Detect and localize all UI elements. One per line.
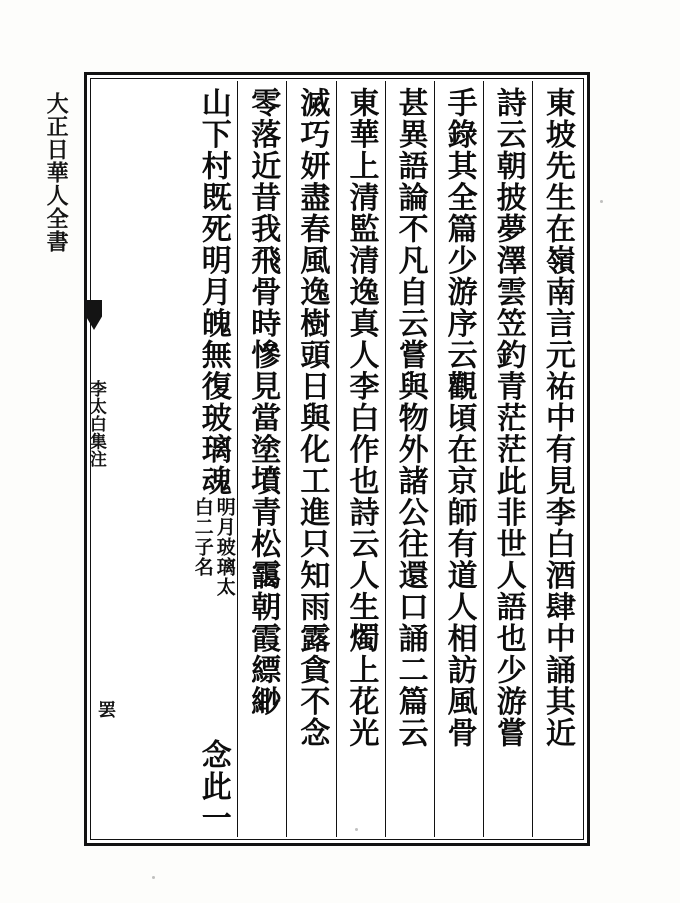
paper-speck bbox=[355, 828, 358, 831]
text-columns bbox=[93, 81, 581, 837]
column-text: 甚異語論不凡自云嘗與物外諸公往還口誦二篇云 bbox=[392, 87, 428, 749]
column-text: 手錄其全篇少游序云觀頃在京師有道人相訪風骨 bbox=[441, 87, 477, 749]
page-number: 罢 bbox=[95, 700, 116, 718]
column-text: 東坡先生在嶺南言元祐中有見李白酒肆中誦其近 bbox=[539, 87, 575, 749]
left-margin-title bbox=[86, 380, 120, 800]
text-column-4 bbox=[385, 81, 434, 837]
column-text: 東華上清監清逸真人李白作也詩云人生燭上花光 bbox=[343, 87, 379, 749]
woodblock-frame bbox=[84, 72, 590, 846]
left-margin-title-text: 李太白集注 bbox=[85, 380, 106, 468]
right-margin-title-text: 大正日華人全書 bbox=[43, 92, 70, 253]
paper-speck bbox=[152, 876, 155, 879]
column-text: 滅巧妍盡春風逸樹頭日與化工進只知雨露貪不念 bbox=[294, 87, 330, 749]
text-column-6 bbox=[286, 81, 335, 837]
text-column-7 bbox=[237, 81, 286, 837]
paper-speck bbox=[600, 200, 603, 203]
interlinear-note bbox=[191, 497, 235, 739]
text-column-3 bbox=[434, 81, 483, 837]
column-text: 零落近昔我飛骨時慘見當塗墳青松靄朝霞縹緲 bbox=[245, 87, 281, 717]
text-column-2 bbox=[483, 81, 532, 837]
column-text: 山下村既死明月魄無復玻璃魂 bbox=[195, 87, 231, 497]
interlinear-note-left: 白二子名 bbox=[191, 496, 214, 577]
interlinear-note-right: 明月玻璃太 bbox=[213, 496, 236, 597]
text-column-8 bbox=[188, 81, 237, 837]
column-text-tail: 念此一 bbox=[195, 738, 231, 833]
column-text: 詩云朝披夢澤雲笠釣青茫茫此非世人語也少游嘗 bbox=[490, 87, 526, 749]
text-column-5 bbox=[336, 81, 385, 837]
right-margin-title bbox=[44, 92, 84, 392]
text-column-1 bbox=[532, 81, 581, 837]
